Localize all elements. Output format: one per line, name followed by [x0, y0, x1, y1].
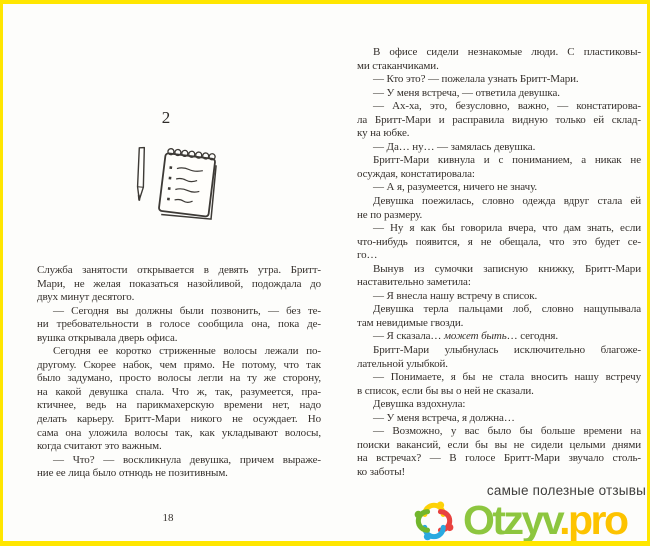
- text-line: делать карьеру. Бритт-Мари никого не осуждает. Но: [37, 413, 321, 426]
- right-page-text: [357, 46, 641, 480]
- logo-text-otzyv: Otzyv: [463, 497, 560, 543]
- text-line: — Сегодня вы должны были позвонить, — без те-: [53, 304, 321, 317]
- chapter-number: 2: [161, 108, 171, 127]
- text-line: — Что? — воскликнула девушка, причем выраже-: [53, 453, 321, 466]
- text-line: на какой девушка спала. Что ж, так, разумеется, пра-: [37, 385, 321, 398]
- text-line: в список, если бы вы о ней не сказали.: [357, 384, 534, 397]
- text-line: двух минут десятого.: [37, 291, 135, 304]
- text-line: не по размеру.: [357, 208, 423, 221]
- text-line: Вынув из сумочки записную книжку, Бритт-Мари: [373, 262, 641, 275]
- text-line: осуждая, констатировала:: [357, 167, 475, 180]
- text-line: что-нибудь появится, я не обещала, что это будет се-: [357, 235, 641, 248]
- text-line: — Я сказала… может быть… сегодня.: [373, 330, 559, 343]
- text-line: — Кто это? — пожелала узнать Бритт-Мари.: [373, 73, 579, 86]
- text-line: — У меня встреча, — ответила девушка.: [373, 86, 560, 99]
- text-line: вушка открывала дверь офиса.: [37, 331, 178, 344]
- text-line: го…: [357, 249, 378, 262]
- text-line: ла Бритт-Мари и расправила видную только ей склад-: [357, 113, 641, 126]
- text-line: другому. Скорее набок, чем прямо. Не потому, что так: [37, 358, 321, 371]
- text-line: наставительно заметила:: [357, 276, 471, 289]
- text-line: — Ах-ха, это, безусловно, важно, — констатирова-: [373, 100, 641, 113]
- text-line: ни требовательности в голосе сообщила она, пока де-: [37, 318, 321, 331]
- otzyv-logo-text: [463, 498, 627, 542]
- text-line: — У меня встреча, я должна…: [373, 411, 515, 424]
- text-line: ку на юбке.: [357, 127, 410, 140]
- text-line: Служба занятости открывается в девять утра. Бритт-: [37, 264, 321, 276]
- chapter-illustration: [126, 140, 218, 222]
- logo-text-pro: .pro: [559, 497, 627, 543]
- text-line: — Я внесла нашу встречу в список.: [373, 289, 538, 302]
- text-line: ктичнее, ведь на парикмахерскую времени нет, надо: [37, 399, 321, 412]
- pencil-icon: [136, 147, 146, 200]
- notepad-icon: [158, 148, 218, 220]
- text-line: ко заботы!: [357, 465, 406, 478]
- text-line: на встречах? — В голосе Бритт-Мари звучало столь-: [357, 452, 641, 465]
- text-line: Девушка поежилась, словно одежда вдруг стала ей: [373, 195, 641, 208]
- text-line: — А я, разумеется, ничего не значу.: [373, 181, 538, 194]
- text-line: когда считают это важным.: [37, 440, 162, 453]
- text-line: — Да… ну… — замялась девушка.: [373, 140, 536, 153]
- text-line: Мари, не желая показаться назойливой, подождала до: [37, 277, 321, 290]
- otzyv-logo-icon: [410, 495, 458, 545]
- text-line: Девушка вздохнула:: [373, 398, 466, 411]
- text-line: В офисе сидели незнакомые люди. С пластиковы-: [373, 46, 641, 58]
- otzyv-logo: [410, 496, 627, 544]
- text-line: поиски вакансий, если бы вы не сидели целыми днями: [357, 438, 641, 451]
- text-line: там невидимые гвозди.: [357, 316, 464, 329]
- text-line: Бритт-Мари улыбнулась исключительно благоже-: [373, 344, 641, 357]
- text-line: Девушка терла пальцами лоб, словно нащупывала: [373, 303, 641, 316]
- left-page-text: [37, 264, 321, 481]
- text-line: сама она уложила волосы так, как укладывают волосы,: [37, 426, 321, 439]
- text-line: — Ну я как бы говорила вчера, что дам знать, если: [373, 222, 641, 235]
- text-line: лательной улыбкой.: [357, 357, 448, 370]
- text-line: Сегодня ее коротко стриженные волосы лежали по-: [53, 345, 321, 358]
- text-line: — Возможно, у вас было бы больше времени на: [373, 425, 641, 438]
- text-line: было задумано, просто волосы легли на ту же сторону,: [37, 372, 321, 385]
- page-number: 18: [162, 512, 174, 524]
- watermark-tagline: самые полезные отзывы: [486, 483, 646, 498]
- text-line: ми стаканчиками.: [357, 59, 439, 72]
- text-line: — Понимаете, я бы не стала вносить нашу встречу: [373, 371, 641, 384]
- text-line: Бритт-Мари кивнула и с пониманием, а никак не: [373, 154, 641, 167]
- text-line: ние ее лица было отнюдь не позитивным.: [37, 467, 228, 480]
